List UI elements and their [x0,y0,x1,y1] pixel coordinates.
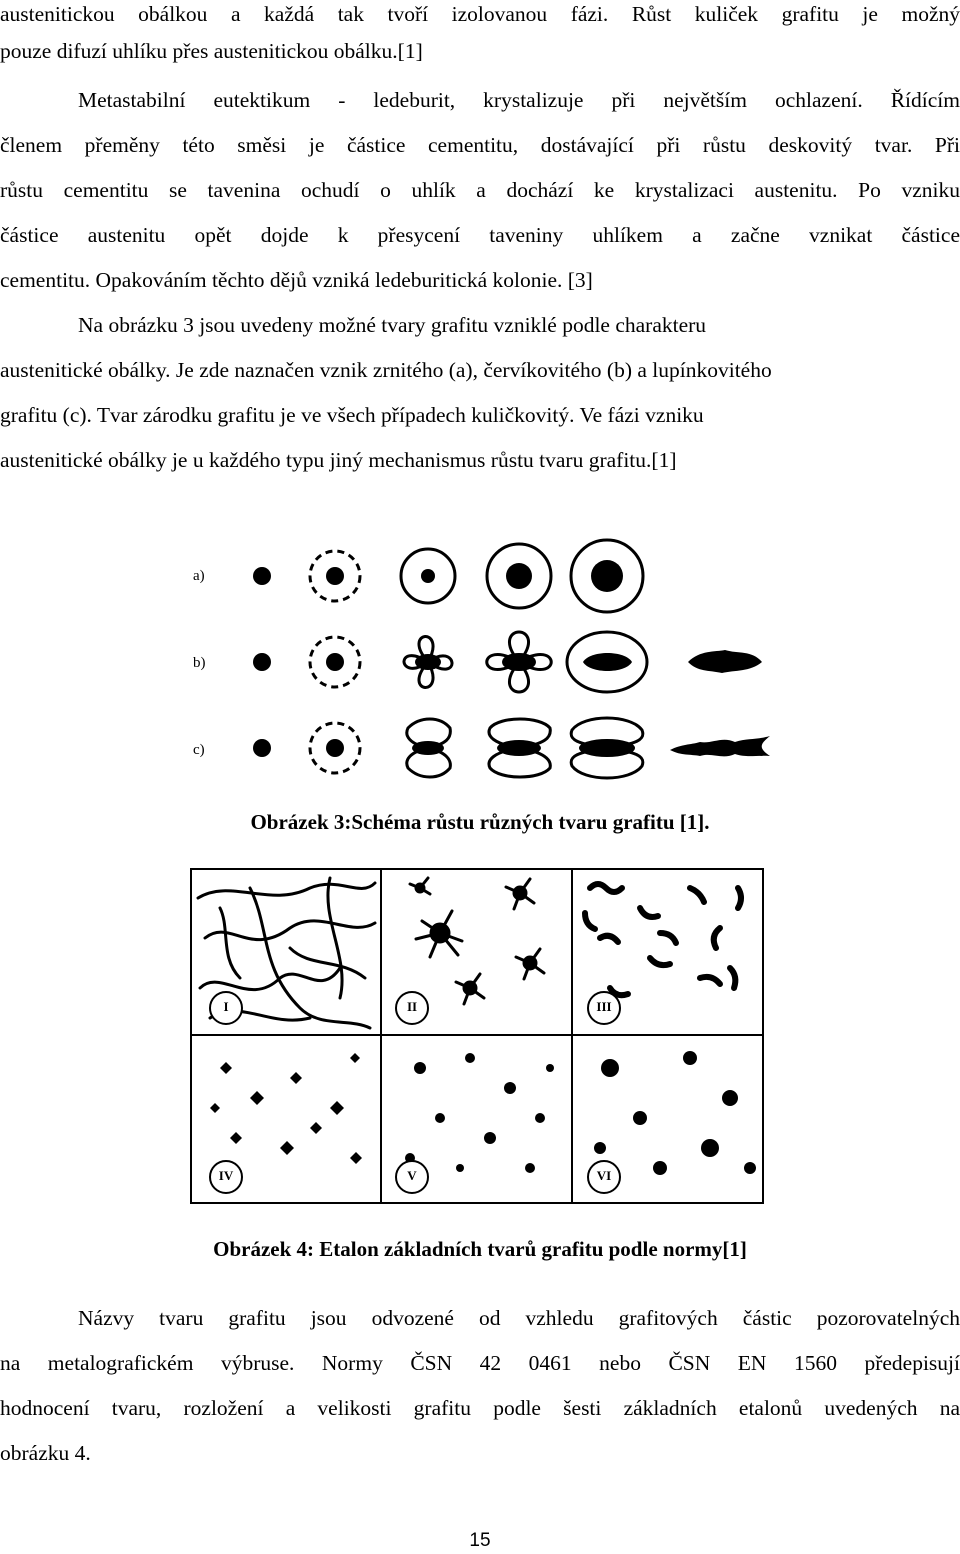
paragraph-1-line-2: pouze difuzí uhlíku přes austenitickou obálku.[1] [0,39,423,63]
paragraph-2-line-4: částice austenitu opět dojde k přesycení taveniny uhlíkem a začne vznikat částice [0,223,960,247]
paragraph-3-line-3: grafitu (c). Tvar zárodku grafitu je ve všech případech kuličkovitý. Ve fázi vzniku [0,403,704,427]
paragraph-2-line-3: růstu cementitu se tavenina ochudí o uhlík a dochází ke krystalizaci austenitu. Po vzniku [0,178,960,202]
row-c-nucleus-4 [497,740,541,756]
paragraph-4-line-1: Názvy tvaru grafitu jsou odvozené od vzhledu grafitových částic pozorovatelných [78,1306,960,1330]
row-c-nucleus-2 [326,739,344,757]
page-number: 15 [469,1530,491,1551]
paragraph-4-line-3: hodnocení tvaru, rozložení a velikosti grafitu podle šesti základních etalonů uvedených na [0,1396,960,1420]
paragraph-3-line-2: austenitické obálky. Je zde naznačen vznik zrnitého (a), červíkovitého (b) a lupínkovitého [0,358,772,382]
row-c-nucleus-5 [579,739,635,757]
panel-V-label: V [407,1168,417,1183]
panel-II-label: II [406,999,418,1014]
row-c-nucleus-3 [412,741,444,755]
panel-VI-label: VI [596,1168,612,1183]
panel-I-label: I [223,999,229,1014]
row-a-nucleus-2 [326,567,344,585]
figure-4-caption: Obrázek 4: Etalon základních tvarů grafitu podle normy[1] [213,1237,747,1261]
row-c-flake [670,736,770,756]
figure-3-row-label-b: b) [193,655,206,671]
row-b-nucleus-4 [502,653,536,671]
row-b-nucleus-1 [253,653,271,671]
paragraph-4-line-4: obrázku 4. [0,1441,91,1465]
figure-4-etalon-grid [190,868,764,1204]
row-b-lamella [688,650,762,673]
row-b-nucleus-3 [415,654,441,670]
row-a-nucleus-1 [253,567,271,585]
row-a-nucleus-4 [506,563,532,589]
figure-3-row-label-c: c) [193,742,205,758]
paragraph-3-line-4: austenitické obálky je u každého typu jiný mechanismus růstu tvaru grafitu.[1] [0,448,677,472]
paragraph-3-line-1: Na obrázku 3 jsou uvedeny možné tvary grafitu vzniklé podle charakteru [78,313,707,337]
row-a-nucleus-5 [591,560,623,592]
paragraph-2-line-1: Metastabilní eutektikum - ledeburit, krystalizuje při největším ochlazení. Řídícím [78,88,960,112]
paragraph-4-line-2: na metalografickém výbruse. Normy ČSN 42 0461 nebo ČSN EN 1560 předepisují [0,1351,960,1375]
paragraph-2-line-5: cementitu. Opakováním těchto dějů vzniká ledeburitická kolonie. [3] [0,268,593,292]
paragraph-2-line-2: členem přeměny této směsi je částice cementitu, dostávající při růstu deskovitý tvar. Při [0,133,960,157]
panel-III-label: III [596,999,612,1014]
paragraph-1-line-1: austenitickou obálkou a každá tak tvoří izolovanou fázi. Růst kuliček grafitu je možný [0,2,960,26]
row-b-nucleus-5 [583,653,632,671]
figure-3-row-label-a: a) [193,568,205,584]
figure-3-caption: Obrázek 3:Schéma růstu různých tvaru grafitu [1]. [250,810,710,834]
row-a-nucleus-3 [421,569,435,583]
panel-IV-label: IV [218,1168,234,1183]
row-b-nucleus-2 [326,653,344,671]
row-c-nucleus-1 [253,739,271,757]
